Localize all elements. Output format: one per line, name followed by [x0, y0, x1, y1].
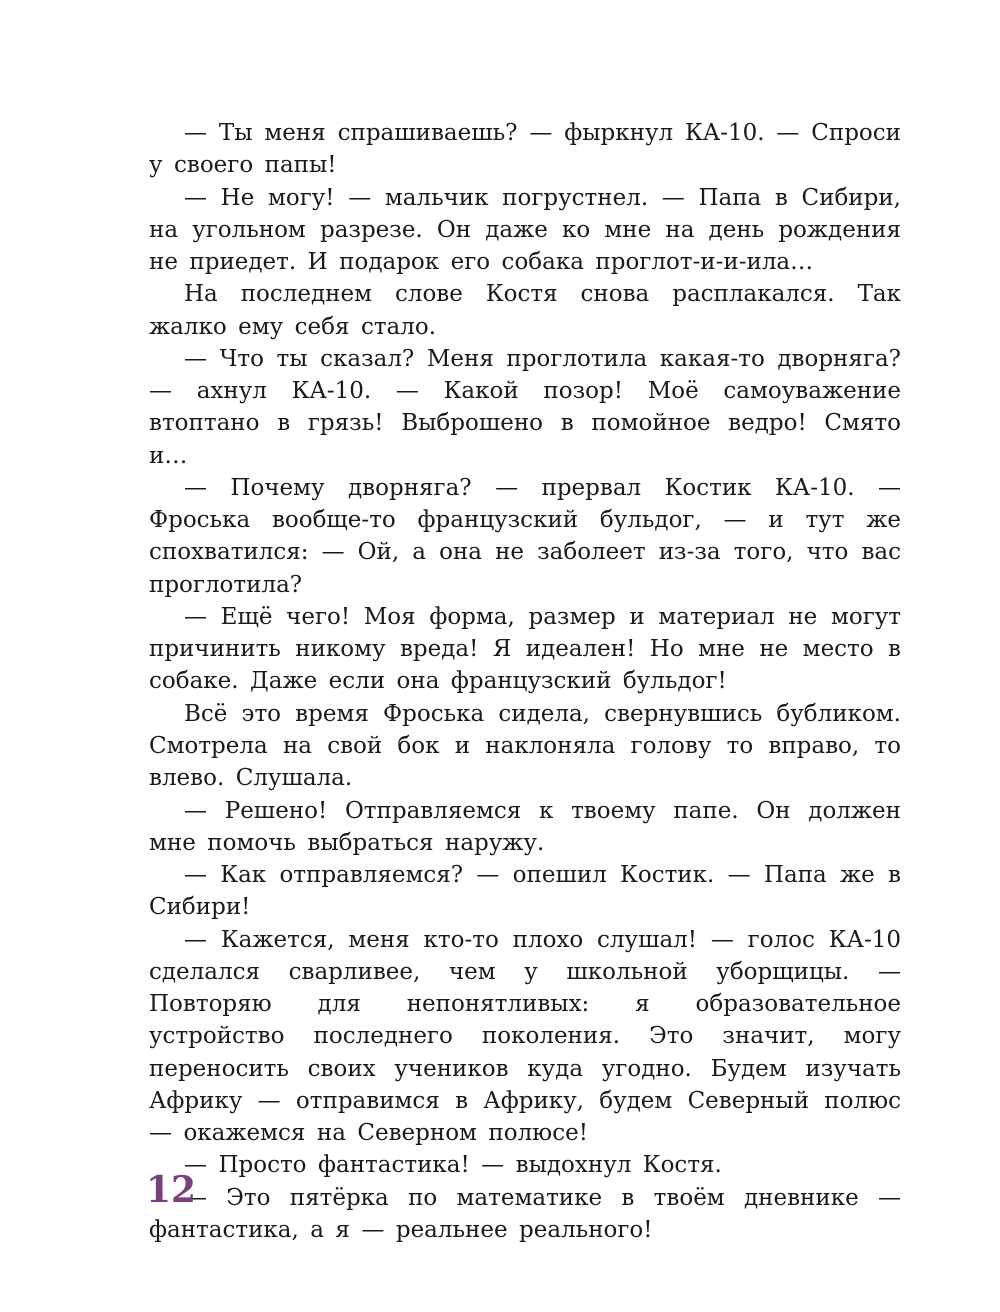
paragraph: — Что ты сказал? Меня проглотила какая-то дворняга? — ахнул КА-10. — Какой позор! Моё самоуважение втоптано в грязь! Выброшено в помойное ведро! Смято и…	[149, 345, 901, 469]
paragraph: — Это пятёрка по математике в твоём дневнике — фантастика, а я — реальнее реального!	[149, 1184, 901, 1243]
paragraph: — Просто фантастика! — выдохнул Костя.	[184, 1152, 722, 1179]
page-number: 12	[146, 1169, 197, 1211]
body-text	[149, 117, 901, 1246]
paragraph: — Кажется, меня кто-то плохо слушал! — голос КА-10 сделался сварливее, чем у школьной уборщицы. — Повторяю для непонятливых: я образовательное устройство последнего поколения. Это значит, могу переносить своих учеников куда угодно. Будем изучать Африку — отправимся в Африку, будем Северный полюс — окажемся на Северном полюсе!	[149, 926, 901, 1146]
paragraph: — Ещё чего! Моя форма, размер и материал не могут причинить никому вреда! Я идеален! Но мне не место в собаке. Даже если она французский бульдог!	[149, 603, 901, 695]
paragraph: — Почему дворняга? — прервал Костик КА-10. — Фроська вообще-то французский бульдог, — и тут же спохватился: — Ой, а она не заболеет из-за того, что вас проглотила?	[149, 474, 901, 598]
paragraph: — Не могу! — мальчик погрустнел. — Папа в Сибири, на угольном разрезе. Он даже ко мне на день рождения не приедет. И подарок его собака проглот-и-и-ила…	[149, 184, 901, 275]
paragraph: — Как отправляемся? — опешил Костик. — Папа же в Сибири!	[149, 862, 901, 921]
paragraph: — Ты меня спрашиваешь? — фыркнул КА-10. — Спроси у своего папы!	[149, 120, 901, 179]
paragraph: Всё это время Фроська сидела, свернувшись бубликом. Смотрела на свой бок и наклоняла голову то вправо, то влево. Слушала.	[149, 700, 901, 792]
paragraph: На последнем слове Костя снова расплакался. Так жалко ему себя стало.	[149, 281, 901, 340]
paragraph: — Решено! Отправляемся к твоему папе. Он должен мне помочь выбраться наружу.	[149, 797, 901, 856]
